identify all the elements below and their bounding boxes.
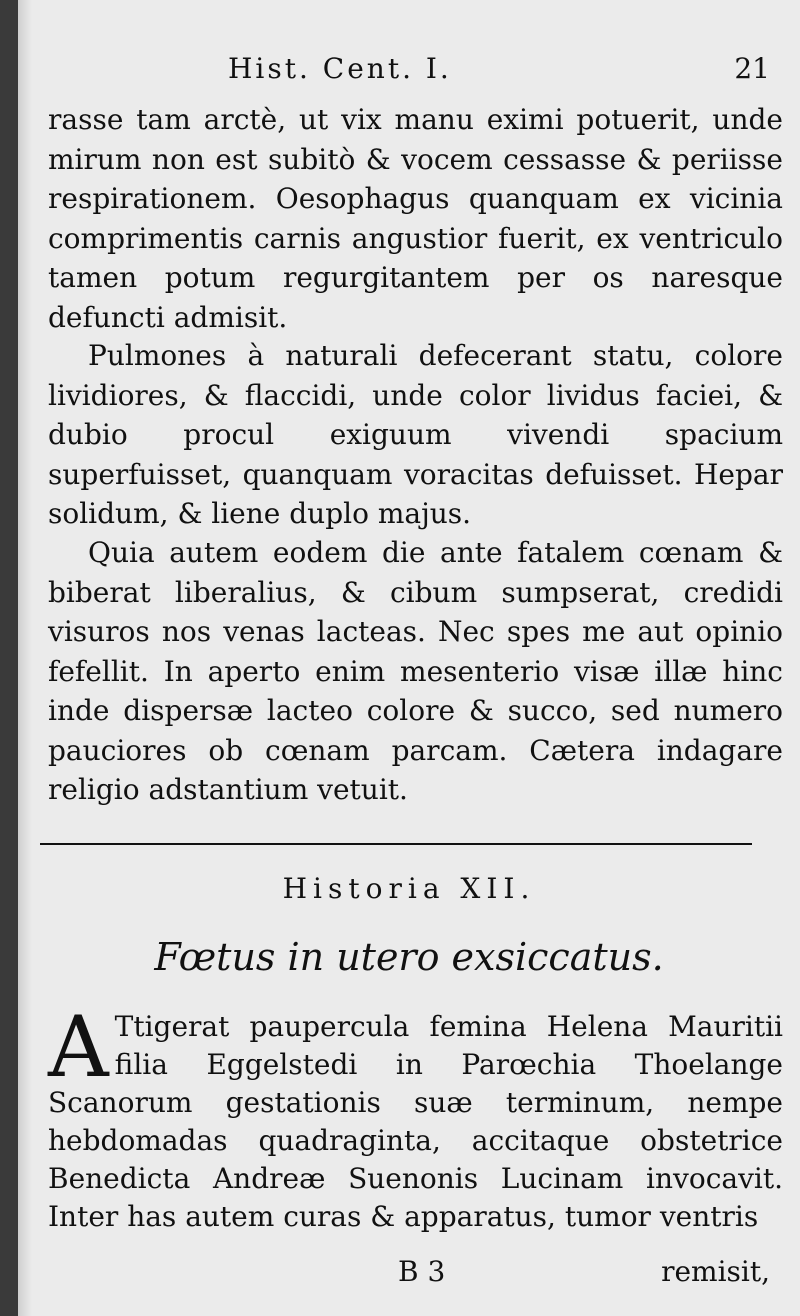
paragraph-continuation xyxy=(48,100,783,337)
opening-text: Ttigerat paupercula femina Helena Mauritii filia Eggelstedi in Parœchia Thoelange Scanorum gestationis suæ terminum, nempe hebdomadas quadraginta, accitaque obstetrice Benedicta Andreæ Suenonis Lucinam invocavit. Inter has autem curas & apparatus, tumor ventris xyxy=(48,1010,783,1233)
section-divider xyxy=(40,843,752,845)
paragraph-quia xyxy=(48,533,783,810)
paragraph-text: Pulmones à naturali defecerant statu, colore lividiores, & flaccidi, unde color lividus faciei, & dubio procul exiguum vivendi spacium superfuisset, quanquam voracitas defuisset. Hepar solidum, & liene duplo majus. xyxy=(48,339,783,530)
paragraph-text: Quia autem eodem die ante fatalem cœnam & biberat liberalius, & cibum sumpserat, credidi visuros nos venas lacteas. Nec spes me aut opinio fefellit. In aperto enim mesenterio visæ illæ hinc inde dispersæ lacteo colore & succo, sed numero pauciores ob cœnam parcam. Cætera indagare religio adstantium vetuit. xyxy=(48,536,783,806)
drop-cap: A xyxy=(48,998,109,1096)
page-number: 21 xyxy=(734,52,770,85)
catchword: remisit, xyxy=(661,1255,770,1288)
opening-paragraph xyxy=(48,998,783,1236)
paragraph-text: rasse tam arctè, ut vix manu eximi potuerit, unde mirum non est subitò & vocem cessasse & periisse respirationem. Oesophagus quanquam ex vicinia comprimentis carnis angustior fuerit, ex ventriculo tamen potum regurgitantem per os naresque defuncti admisit. xyxy=(48,103,783,334)
paragraph-pulmones xyxy=(48,336,783,534)
section-heading: Historia XII. xyxy=(282,872,536,905)
running-head: Hist. Cent. I. xyxy=(228,52,452,85)
book-page xyxy=(18,0,800,1316)
section-title: Fœtus in utero exsiccatus. xyxy=(154,935,664,979)
signature-mark: B 3 xyxy=(398,1255,446,1288)
